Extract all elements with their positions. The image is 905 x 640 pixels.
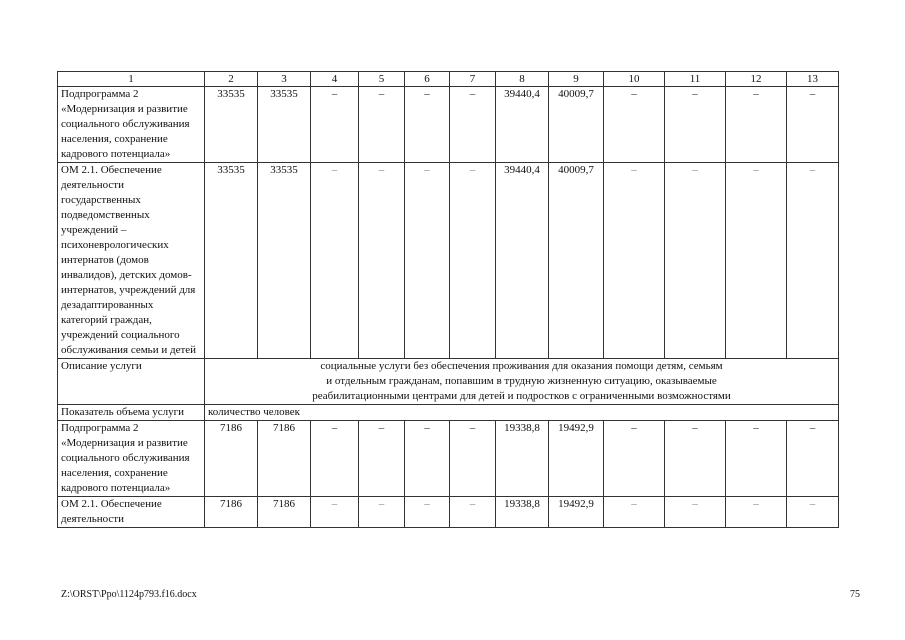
- table-cell: –: [311, 421, 359, 497]
- footer-page-number: 75: [850, 589, 860, 600]
- table-cell: –: [405, 87, 450, 163]
- column-header: 3: [258, 72, 311, 87]
- table-cell: –: [359, 163, 405, 359]
- table-cell: 19338,8: [496, 497, 549, 528]
- column-header: 9: [549, 72, 604, 87]
- table-cell: –: [450, 87, 496, 163]
- row-label: ОМ 2.1. Обеспечение деятельности: [58, 497, 205, 528]
- table-cell: –: [311, 163, 359, 359]
- table-row: [58, 497, 839, 528]
- service-description-line: реабилитационными центрами для детей и подростков с ограниченными возможностями: [312, 390, 731, 402]
- table-cell: –: [787, 497, 839, 528]
- table-cell: –: [787, 87, 839, 163]
- column-header: 4: [311, 72, 359, 87]
- table-cell: –: [604, 497, 665, 528]
- table-cell: –: [450, 421, 496, 497]
- table-cell: –: [450, 163, 496, 359]
- table-cell: 19492,9: [549, 497, 604, 528]
- table-cell: –: [405, 497, 450, 528]
- table-cell: –: [405, 421, 450, 497]
- table-cell: 7186: [258, 421, 311, 497]
- table-cell: 33535: [205, 87, 258, 163]
- column-header: 10: [604, 72, 665, 87]
- table-cell: 40009,7: [549, 87, 604, 163]
- table-cell: –: [726, 163, 787, 359]
- service-description-text: [205, 359, 839, 405]
- table-cell: –: [665, 163, 726, 359]
- table-cell: –: [604, 421, 665, 497]
- table-cell: 7186: [205, 421, 258, 497]
- table-cell: –: [311, 497, 359, 528]
- table-cell: –: [359, 497, 405, 528]
- service-description-line: и отдельным гражданам, попавшим в трудную жизненную ситуацию, оказываемые: [326, 375, 717, 387]
- column-header: 7: [450, 72, 496, 87]
- table-cell: –: [665, 87, 726, 163]
- table-cell: 40009,7: [549, 163, 604, 359]
- table-row: [58, 87, 839, 163]
- table-cell: 33535: [205, 163, 258, 359]
- volume-indicator-row: [58, 405, 839, 421]
- table-cell: –: [665, 497, 726, 528]
- row-label: Подпрограмма 2 «Модернизация и развитие социального обслуживания населения, сохранение кадрового потенциала»: [58, 87, 205, 163]
- service-description-line: социальные услуги без обеспечения проживания для оказания помощи детям, семьям: [320, 360, 723, 372]
- footer-file-path: Z:\ORST\Ppo\1124p793.f16.docx: [61, 589, 197, 600]
- table-row: [58, 421, 839, 497]
- column-header: 12: [726, 72, 787, 87]
- table-cell: 33535: [258, 163, 311, 359]
- table-cell: –: [604, 87, 665, 163]
- column-header: 8: [496, 72, 549, 87]
- table-row: [58, 163, 839, 359]
- table-cell: –: [450, 497, 496, 528]
- header-row: [58, 72, 839, 87]
- table-cell: –: [604, 163, 665, 359]
- table-cell: 39440,4: [496, 163, 549, 359]
- table-cell: –: [311, 87, 359, 163]
- service-description-row: [58, 359, 839, 405]
- service-description-label: Описание услуги: [58, 359, 205, 405]
- row-label: ОМ 2.1. Обеспечение деятельности государственных подведомственных учреждений – психоневрологических интернатов (домов инвалидов), детских домов-интернатов, учреждений для дезадаптированных категорий граждан, учреждений социального обслуживания семьи и детей: [58, 163, 205, 359]
- column-header: 11: [665, 72, 726, 87]
- table-cell: 39440,4: [496, 87, 549, 163]
- table-cell: –: [405, 163, 450, 359]
- table-cell: 19338,8: [496, 421, 549, 497]
- table-cell: –: [787, 163, 839, 359]
- table-cell: –: [359, 421, 405, 497]
- volume-indicator-label: Показатель объема услуги: [58, 405, 205, 421]
- column-header: 6: [405, 72, 450, 87]
- column-header: 1: [58, 72, 205, 87]
- row-label: Подпрограмма 2 «Модернизация и развитие социального обслуживания населения, сохранение кадрового потенциала»: [58, 421, 205, 497]
- table-cell: –: [787, 421, 839, 497]
- table-cell: –: [726, 421, 787, 497]
- table-cell: 7186: [258, 497, 311, 528]
- column-header: 2: [205, 72, 258, 87]
- table-cell: –: [726, 497, 787, 528]
- data-table: [57, 71, 839, 528]
- table-cell: 7186: [205, 497, 258, 528]
- column-header: 5: [359, 72, 405, 87]
- column-header: 13: [787, 72, 839, 87]
- table-cell: –: [359, 87, 405, 163]
- table-cell: –: [726, 87, 787, 163]
- table-cell: 19492,9: [549, 421, 604, 497]
- table-cell: –: [665, 421, 726, 497]
- table-cell: 33535: [258, 87, 311, 163]
- volume-indicator-value: количество человек: [205, 405, 839, 421]
